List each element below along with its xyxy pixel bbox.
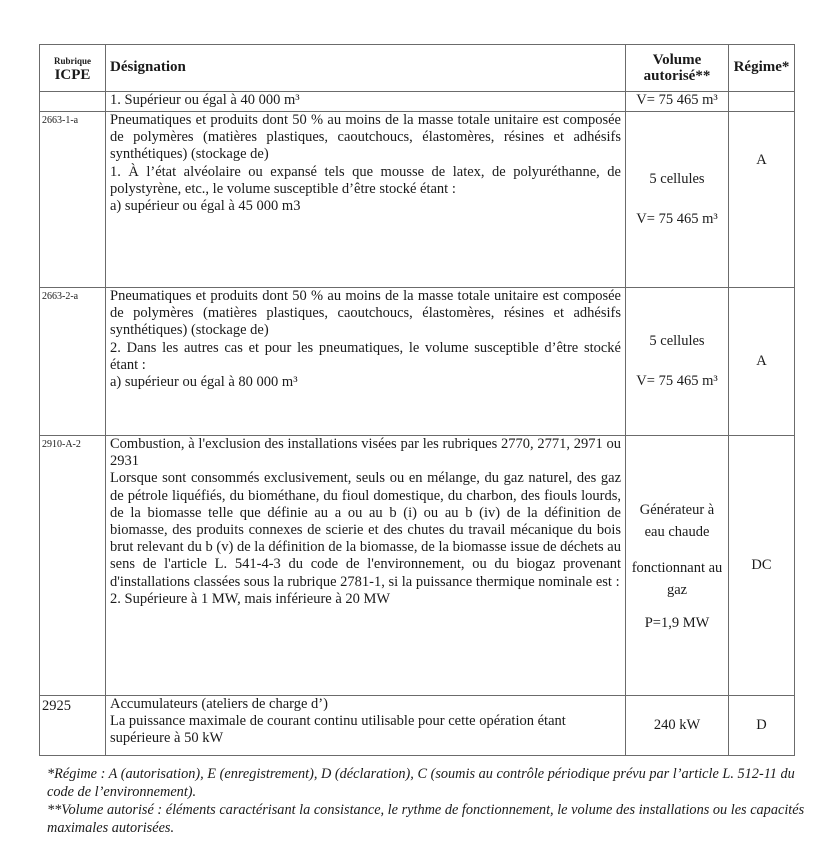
- volume-text: 240 kW: [653, 716, 701, 733]
- header-regime: Régime*: [729, 45, 795, 92]
- designation-text: Pneumatiques et produits dont 50 % au moins de la masse totale unitaire est composée de polymères (matières plastiques, caoutchoucs, élastomères, résines et adhésifs synthétiques) (stockage de): [110, 112, 621, 163]
- designation-text: La puissance maximale de courant continu utilisable pour cette opération étant supérieure à 50 kW: [110, 713, 566, 747]
- designation-text: Accumulateurs (ateliers de charge d’): [110, 696, 328, 712]
- volume-cell: [626, 696, 729, 756]
- designation-text: a) supérieur ou égal à 80 000 m³: [110, 374, 298, 391]
- rubrique-cell: 2925: [40, 696, 106, 756]
- table-row: [40, 92, 795, 112]
- designation-cell: [106, 436, 626, 696]
- rubrique-cell: 2910-A-2: [40, 436, 106, 696]
- designation-cell: [106, 288, 626, 436]
- regime-cell: A: [729, 112, 795, 288]
- volume-cell: [626, 436, 729, 696]
- designation-cell: [106, 92, 626, 112]
- volume-text: V= 75 465 m³: [636, 210, 718, 227]
- designation-cell: [106, 112, 626, 288]
- designation-text: 1. Supérieur ou égal à 40 000 m³: [110, 92, 300, 108]
- volume-text: 5 cellules: [649, 171, 705, 188]
- volume-text: Générateur à eau chaude: [639, 501, 715, 540]
- volume-text: P=1,9 MW: [644, 614, 710, 631]
- regime-cell: A: [729, 288, 795, 436]
- header-volume-line1: Volume: [652, 52, 702, 68]
- header-rubrique-big: ICPE: [54, 67, 91, 83]
- designation-text: a) supérieur ou égal à 45 000 m3: [110, 198, 301, 215]
- regime-cell: D: [729, 696, 795, 756]
- regime-cell: DC: [729, 436, 795, 696]
- table-row: [40, 696, 795, 756]
- icpe-table: [39, 44, 795, 756]
- rubrique-cell: 2663-1-a: [40, 112, 106, 288]
- volume-cell: [626, 92, 729, 112]
- designation-text: 2. Supérieure à 1 MW, mais inférieure à 20 MW: [110, 590, 391, 607]
- table-row: [40, 436, 795, 696]
- regime-cell: [729, 92, 795, 112]
- designation-cell: [106, 696, 626, 756]
- header-volume-line2: autorisé**: [643, 68, 711, 84]
- designation-text: Combustion, à l'exclusion des installations visées par les rubriques 2770, 2771, 2971 ou 2931: [110, 436, 621, 470]
- volume-text: V= 75 465 m³: [636, 92, 718, 108]
- rubrique-cell: 2663-2-a: [40, 288, 106, 436]
- table-row: [40, 112, 795, 288]
- table-row: [40, 288, 795, 436]
- designation-text: 1. À l’état alvéolaire ou expansé tels que mousse de latex, de polyuréthanne, de polystyrène, etc., le volume susceptible d’être stocké étant :: [110, 163, 621, 197]
- volume-text: 5 cellules: [649, 333, 705, 350]
- volume-text: fonctionnant au gaz: [631, 559, 723, 598]
- footnote-volume: **Volume autorisé : éléments caractérisant la consistance, le rythme de fonctionnement, le volume des installations ou les capacités maximales autorisées.: [47, 802, 805, 836]
- header-rubrique-small: Rubrique: [53, 56, 91, 66]
- designation-text: Pneumatiques et produits dont 50 % au moins de la masse totale unitaire est composée de polymères (matières plastiques, caoutchoucs, élastomères, résines et adhésifs synthétiques) (stockage de): [110, 288, 621, 339]
- designation-text: Lorsque sont consommés exclusivement, seuls ou en mélange, du gaz naturel, des gaz de pétrole liquéfiés, du biométhane, du fioul domestique, du charbon, des fiouls lourds, de la biomasse telle que définie au a ou au b (i) ou au b (iv) de la définition de biomasse, des produits connexes de scierie et des chutes du travail mécanique du bois brut relevant du b (v) de la définition de la biomasse, de la biomasse issue de déchets au sens de l'article L. 541-4-3 du code de l'environnement, ou du biogaz provenant d'installations classées sous la rubrique 2781-1, si la puissance thermique nominale est :: [110, 470, 621, 590]
- volume-cell: [626, 288, 729, 436]
- header-row: [40, 45, 795, 92]
- footnote-regime: *Régime : A (autorisation), E (enregistrement), D (déclaration), C (soumis au contrôle périodique prévu par l’article L. 512-11 du code de l’environnement).: [47, 766, 795, 800]
- header-designation: Désignation: [106, 45, 626, 92]
- designation-text: 2. Dans les autres cas et pour les pneumatiques, le volume susceptible d’être stocké étant :: [110, 339, 621, 373]
- volume-text: V= 75 465 m³: [636, 372, 718, 389]
- header-volume: [626, 45, 729, 92]
- rubrique-cell: [40, 92, 106, 112]
- volume-cell: [626, 112, 729, 288]
- footnotes: [47, 765, 807, 837]
- header-rubrique: [40, 45, 106, 92]
